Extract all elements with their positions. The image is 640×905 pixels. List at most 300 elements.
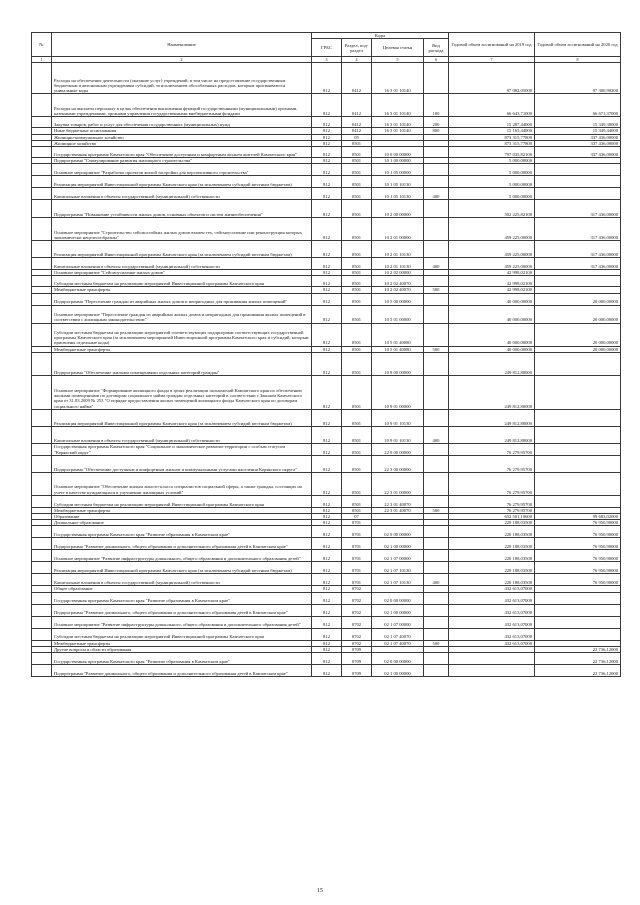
cell-empty — [32, 604, 52, 616]
cell-empty — [32, 323, 52, 346]
cell-razdel: 0501 — [342, 293, 372, 305]
cell-grbs: 812 — [312, 628, 342, 640]
cell-expense-type — [424, 665, 449, 677]
cell-razdel: 0501 — [342, 218, 372, 241]
cell-target-article: 22 3 00 00000 — [372, 455, 424, 472]
table-row — [32, 455, 621, 472]
cell-sum-2020: 317 436,00000 — [535, 258, 621, 270]
cell-name: Субсидии местным бюджетам на реализацию мероприятий Инвестиционной программы Камчатского края — [52, 276, 312, 287]
cell-expense-type — [424, 241, 449, 258]
cell-razdel: 05 — [342, 134, 372, 140]
cell-name: Государственная программа Камчатского края "Развитие образования в Камчатском крае" — [52, 592, 312, 604]
cell-grbs: 812 — [312, 409, 342, 426]
cell-sum-2020 — [535, 443, 621, 455]
cell-expense-type — [424, 323, 449, 346]
cell-sum-2019: 5 000,00000 — [449, 188, 535, 200]
cell-expense-type — [424, 592, 449, 604]
cell-target-article: 10 1 05 00000 — [372, 164, 424, 176]
cell-grbs: 812 — [312, 495, 342, 507]
cell-target-article: 10 2 01 10130 — [372, 241, 424, 258]
cell-target-article: 02 1 07 40070 — [372, 640, 424, 646]
cell-name: Дошкольное образование — [52, 520, 312, 526]
cell-empty — [32, 293, 52, 305]
cell-empty — [32, 574, 52, 586]
cell-grbs: 812 — [312, 218, 342, 241]
cell-sum-2020: 66 671,37000 — [535, 94, 621, 117]
cell-name: Межбюджетные трансферты — [52, 346, 312, 352]
cell-name: Жилищно-коммунальное хозяйство — [52, 134, 312, 140]
cell-name: Основное мероприятие "Обеспечение жилым жилого-класса специалистов социальной сферы, а также граждан, состоящих на учете в качестве нуждающихся в улучшении жилищных условий" — [52, 472, 312, 495]
cell-empty — [32, 628, 52, 640]
cell-expense-type — [424, 375, 449, 409]
cell-target-article: 16 3 01 10140 — [372, 128, 424, 134]
cell-empty — [32, 147, 52, 158]
cell-sum-2019: 42 998,02100 — [449, 270, 535, 276]
cell-sum-2019: 76 279,95700 — [449, 507, 535, 513]
cell-razdel: 0501 — [342, 375, 372, 409]
cell-grbs: 812 — [312, 507, 342, 513]
cell-name: Капитальные вложения в объекты государственной (муниципальной) собственности — [52, 188, 312, 200]
cell-sum-2020: 22 736,12000 — [535, 646, 621, 652]
col-header-codes: Коды — [312, 33, 449, 39]
table-row — [32, 305, 621, 323]
table-row — [32, 200, 621, 218]
cell-razdel: 07 — [342, 514, 372, 520]
cell-grbs: 812 — [312, 526, 342, 538]
cell-sum-2020: 22 736,12000 — [535, 665, 621, 677]
cell-sum-2020 — [535, 628, 621, 640]
cell-razdel: 0701 — [342, 550, 372, 562]
budget-table — [31, 32, 621, 677]
cell-sum-2020 — [535, 455, 621, 472]
cell-sum-2020: 76 950,90000 — [535, 562, 621, 574]
cell-razdel: 0412 — [342, 63, 372, 94]
cell-grbs: 812 — [312, 455, 342, 472]
cell-sum-2019: 220 188,03500 — [449, 574, 535, 586]
cell-sum-2020 — [535, 592, 621, 604]
cell-sum-2020: 20 000,00000 — [535, 293, 621, 305]
cell-name: Иные бюджетные ассигнования — [52, 128, 312, 134]
cell-sum-2020 — [535, 375, 621, 409]
cell-sum-2019: 432 613,07000 — [449, 592, 535, 604]
cell-grbs: 812 — [312, 164, 342, 176]
cell-expense-type: 500 — [424, 640, 449, 646]
cell-sum-2020 — [535, 164, 621, 176]
cell-sum-2019: 432 613,07000 — [449, 586, 535, 592]
cell-sum-2020: 317 436,00000 — [535, 200, 621, 218]
cell-name: Подпрограмма "Переселение граждан из аварийных жилых домов и непригодных для проживания жилых помещений" — [52, 293, 312, 305]
cell-target-article: 16 3 01 10140 — [372, 94, 424, 117]
cell-sum-2019: 432 613,07000 — [449, 640, 535, 646]
table-row — [32, 352, 621, 375]
cell-sum-2019: 220 188,03500 — [449, 520, 535, 526]
cell-grbs: 812 — [312, 538, 342, 550]
cell-name: Межбюджетные трансферты — [52, 640, 312, 646]
cell-sum-2020: 20 000,00000 — [535, 305, 621, 323]
cell-razdel: 0501 — [342, 426, 372, 443]
cell-name: Основное мероприятие "Формирование жилищного фонда в целях реализации полномочий Камчатского края по обеспечению жилыми помещениями по договорам социального найма граждан отдельных категорий в соответствии с Законом Камчатского края от 31.03.2009 № 253 "О порядке предоставления жилых помещений жилищного фонда Камчатского края по договорам социального найма" — [52, 375, 312, 409]
cell-name: Капитальные вложения в объекты государственной (муниципальной) собственности — [52, 426, 312, 443]
col-header-sum-2019: Годовой объем ассигнований на 2019 год — [449, 33, 535, 57]
cell-expense-type: 400 — [424, 426, 449, 443]
cell-target-article: 02 1 00 00000 — [372, 604, 424, 616]
cell-sum-2019: 40 000,00000 — [449, 305, 535, 323]
cell-sum-2019: 873 315,77800 — [449, 140, 535, 146]
cell-expense-type: 100 — [424, 94, 449, 117]
col-header-name: Наименование — [52, 33, 312, 57]
cell-grbs: 812 — [312, 140, 342, 146]
cell-razdel: 0501 — [342, 305, 372, 323]
cell-sum-2019: 797 035,82100 — [449, 147, 535, 158]
cell-grbs: 812 — [312, 287, 342, 293]
cell-name: Другие вопросы в области образования — [52, 646, 312, 652]
cell-name: Субсидии местным бюджетам на реализацию мероприятий соответствующих подпрограмм соответствующих государственной программы Камчатского края (за исключением мероприятий Инвестиционной программы Камчатского края и субсидий, которым присвоены отдельные коды) — [52, 323, 312, 346]
cell-name: Государственная программа Камчатского края "Социальное и экономическое развитие территории с особым статусом "Корякский округ" — [52, 443, 312, 455]
cell-grbs: 812 — [312, 63, 342, 94]
cell-empty — [32, 352, 52, 375]
table-row — [32, 665, 621, 677]
cell-grbs: 812 — [312, 117, 342, 128]
column-index: 6 — [424, 57, 449, 63]
cell-empty — [32, 592, 52, 604]
cell-sum-2019: 432 613,07000 — [449, 604, 535, 616]
cell-name: Расходы на выплаты персоналу в целях обеспечения выполнения функций государственными (муниципальными) органами, казенными учреждениями, органами управления государственными внебюджетными фондами — [52, 94, 312, 117]
cell-target-article: 22 3 01 40070 — [372, 507, 424, 513]
cell-razdel: 0702 — [342, 628, 372, 640]
cell-name: Образование — [52, 514, 312, 520]
cell-expense-type — [424, 276, 449, 287]
cell-sum-2019: 66 643,71000 — [449, 94, 535, 117]
cell-name: Подпрограмма "Развитие дошкольного, общего образования и дополнительного образования детей в Камчатском крае" — [52, 538, 312, 550]
cell-sum-2019: 76 279,95700 — [449, 443, 535, 455]
table-row — [32, 653, 621, 665]
cell-empty — [32, 218, 52, 241]
cell-sum-2020: 20 000,00000 — [535, 346, 621, 352]
cell-sum-2019: 76 279,95700 — [449, 472, 535, 495]
cell-grbs: 812 — [312, 258, 342, 270]
cell-empty — [32, 562, 52, 574]
cell-name: Закупка товаров, работ и услуг для обеспечения государственных (муниципальных) нужд — [52, 117, 312, 128]
cell-razdel: 0501 — [342, 200, 372, 218]
cell-grbs: 812 — [312, 147, 342, 158]
cell-target-article: 10 2 02 00000 — [372, 270, 424, 276]
table-row — [32, 616, 621, 628]
cell-grbs: 812 — [312, 646, 342, 652]
cell-sum-2019 — [449, 665, 535, 677]
cell-target-article: 02 0 00 00000 — [372, 526, 424, 538]
cell-grbs: 812 — [312, 472, 342, 495]
cell-sum-2020: 99 683,02000 — [535, 514, 621, 520]
cell-empty — [32, 241, 52, 258]
cell-expense-type: 500 — [424, 507, 449, 513]
cell-sum-2019 — [449, 653, 535, 665]
cell-grbs: 812 — [312, 176, 342, 188]
col-header-grbs: ГРБС — [312, 39, 342, 57]
cell-empty — [32, 276, 52, 287]
cell-sum-2020: 15 349,38000 — [535, 117, 621, 128]
cell-empty — [32, 550, 52, 562]
cell-sum-2019: 220 188,03500 — [449, 526, 535, 538]
cell-target-article: 02 1 00 00000 — [372, 665, 424, 677]
cell-name: Подпрограмма "Развитие дошкольного, общего образования и дополнительного образования детей в Камчатском крае" — [52, 604, 312, 616]
cell-empty — [32, 375, 52, 409]
cell-name: Подпрограмма "Стимулирование развития жилищного строительства" — [52, 158, 312, 164]
cell-sum-2019: 432 613,07000 — [449, 616, 535, 628]
cell-sum-2020 — [535, 188, 621, 200]
cell-empty — [32, 188, 52, 200]
cell-sum-2020: 20 000,00000 — [535, 323, 621, 346]
cell-razdel: 0702 — [342, 586, 372, 592]
cell-razdel: 0412 — [342, 94, 372, 117]
table-row — [32, 164, 621, 176]
cell-razdel: 0702 — [342, 604, 372, 616]
cell-target-article: 02 1 07 40070 — [372, 628, 424, 640]
cell-sum-2020 — [535, 616, 621, 628]
cell-razdel: 0702 — [342, 640, 372, 646]
cell-empty — [32, 455, 52, 472]
cell-grbs: 812 — [312, 305, 342, 323]
cell-empty — [32, 409, 52, 426]
cell-sum-2020 — [535, 426, 621, 443]
table-row — [32, 574, 621, 586]
cell-sum-2019: 220 188,03500 — [449, 538, 535, 550]
cell-target-article: 02 1 07 00000 — [372, 550, 424, 562]
col-header-number: № — [32, 33, 52, 57]
cell-grbs: 812 — [312, 592, 342, 604]
cell-razdel: 0709 — [342, 646, 372, 652]
cell-expense-type — [424, 472, 449, 495]
cell-empty — [32, 443, 52, 455]
column-index: 8 — [535, 57, 621, 63]
cell-target-article: 22 3 01 40070 — [372, 495, 424, 507]
cell-grbs: 812 — [312, 276, 342, 287]
cell-razdel: 0501 — [342, 158, 372, 164]
cell-empty — [32, 176, 52, 188]
table-row — [32, 117, 621, 128]
cell-empty — [32, 305, 52, 323]
cell-target-article: 10 9 01 10130 — [372, 409, 424, 426]
cell-sum-2020: 76 950,90000 — [535, 538, 621, 550]
cell-name: Капитальные вложения в объекты государственной (муниципальной) собственности — [52, 258, 312, 270]
cell-expense-type: 400 — [424, 188, 449, 200]
cell-empty — [32, 538, 52, 550]
cell-grbs: 812 — [312, 520, 342, 526]
cell-sum-2020 — [535, 409, 621, 426]
cell-target-article: 10 0 00 00000 — [372, 147, 424, 158]
cell-grbs: 812 — [312, 665, 342, 677]
cell-empty — [32, 200, 52, 218]
cell-name: Субсидии местным бюджетам на реализацию мероприятий Инвестиционной программы Камчатского края — [52, 495, 312, 507]
cell-sum-2019: 40 000,00000 — [449, 346, 535, 352]
cell-name: Жилищное хозяйство — [52, 140, 312, 146]
cell-target-article: 10 5 01 00000 — [372, 305, 424, 323]
cell-sum-2019: 459 225,00000 — [449, 241, 535, 258]
cell-target-article: 10 9 01 00000 — [372, 375, 424, 409]
cell-grbs: 812 — [312, 616, 342, 628]
cell-razdel: 0501 — [342, 258, 372, 270]
table-row — [32, 592, 621, 604]
cell-razdel: 0702 — [342, 592, 372, 604]
cell-expense-type — [424, 218, 449, 241]
cell-expense-type — [424, 409, 449, 426]
cell-grbs: 812 — [312, 128, 342, 134]
cell-sum-2019: 5 000,00000 — [449, 158, 535, 164]
cell-grbs: 812 — [312, 94, 342, 117]
cell-name: Капитальные вложения в объекты государственной (муниципальной) собственности — [52, 574, 312, 586]
cell-expense-type — [424, 495, 449, 507]
cell-razdel: 0412 — [342, 117, 372, 128]
cell-grbs: 812 — [312, 514, 342, 520]
cell-razdel: 0501 — [342, 472, 372, 495]
cell-empty — [32, 94, 52, 117]
cell-grbs: 812 — [312, 586, 342, 592]
cell-target-article: 16 3 01 10140 — [372, 117, 424, 128]
cell-sum-2019: 459 225,00000 — [449, 258, 535, 270]
cell-expense-type: 400 — [424, 574, 449, 586]
cell-name: Основное мероприятие "Развитие инфраструктуры дошкольного, общего образования и дополнительного образования детей" — [52, 616, 312, 628]
cell-sum-2019: 76 279,95700 — [449, 495, 535, 507]
cell-name: Подпрограмма "Развитие дошкольного, общего образования и дополнительного образования детей в Камчатском крае" — [52, 665, 312, 677]
table-row — [32, 293, 621, 305]
cell-razdel: 0501 — [342, 176, 372, 188]
cell-target-article: 10 2 02 40070 — [372, 276, 424, 287]
cell-target-article: 22 0 00 00000 — [372, 443, 424, 455]
cell-sum-2019: 249 812,80000 — [449, 375, 535, 409]
column-index: 4 — [342, 57, 372, 63]
cell-razdel: 0701 — [342, 526, 372, 538]
cell-grbs: 812 — [312, 562, 342, 574]
cell-empty — [32, 653, 52, 665]
cell-razdel: 0501 — [342, 241, 372, 258]
cell-sum-2020: 76 950,90000 — [535, 550, 621, 562]
cell-sum-2020 — [535, 495, 621, 507]
cell-sum-2020: 15 349,44000 — [535, 128, 621, 134]
cell-empty — [32, 426, 52, 443]
cell-sum-2019: 76 279,95700 — [449, 455, 535, 472]
table-body — [32, 63, 621, 677]
cell-name: Реализация мероприятий Инвестиционной программы Камчатского края (за исключением субсидий местным бюджетам) — [52, 409, 312, 426]
table-row — [32, 538, 621, 550]
cell-target-article: 10 1 05 10130 — [372, 188, 424, 200]
cell-name: Основное мероприятие "Переселение граждан из аварийных жилых домов и непригодных для проживания жилых помещений в соответствии с жилищным законодательством" — [52, 305, 312, 323]
cell-name: Подпрограмма "Обеспечение жилыми помещениями отдельных категорий граждан" — [52, 352, 312, 375]
cell-empty — [32, 665, 52, 677]
cell-sum-2019: 42 998,02100 — [449, 276, 535, 287]
cell-name: Подпрограмма "Обеспечение доступным и комфортным жильем и коммунальными услугами населения Корякского округа" — [52, 455, 312, 472]
col-header-vr: Вид расхода — [424, 39, 449, 57]
cell-sum-2019: 15 287,44000 — [449, 117, 535, 128]
cell-grbs: 812 — [312, 270, 342, 276]
cell-sum-2019: 249 812,80000 — [449, 409, 535, 426]
cell-grbs: 812 — [312, 134, 342, 140]
cell-expense-type — [424, 293, 449, 305]
cell-razdel: 0412 — [342, 128, 372, 134]
cell-name: Общее образование — [52, 586, 312, 592]
cell-sum-2020 — [535, 472, 621, 495]
cell-expense-type: 800 — [424, 128, 449, 134]
cell-empty — [32, 164, 52, 176]
cell-target-article: 22 3 01 00000 — [372, 472, 424, 495]
cell-target-article: 10 2 01 00000 — [372, 218, 424, 241]
table-row — [32, 63, 621, 94]
cell-razdel: 0501 — [342, 276, 372, 287]
cell-razdel: 0501 — [342, 287, 372, 293]
cell-sum-2019: 15 165,44000 — [449, 128, 535, 134]
cell-expense-type — [424, 562, 449, 574]
cell-empty — [32, 472, 52, 495]
cell-target-article: 10 5 01 40080 — [372, 323, 424, 346]
cell-grbs: 812 — [312, 352, 342, 375]
cell-grbs: 812 — [312, 426, 342, 443]
cell-target-article: 10 5 01 40080 — [372, 346, 424, 352]
cell-sum-2019: 249 812,80000 — [449, 352, 535, 375]
cell-razdel: 0501 — [342, 323, 372, 346]
cell-sum-2020 — [535, 604, 621, 616]
table-row — [32, 562, 621, 574]
cell-target-article: 10 1 05 10130 — [372, 176, 424, 188]
table-row — [32, 218, 621, 241]
cell-sum-2020 — [535, 352, 621, 375]
table-row — [32, 495, 621, 507]
column-index: 2 — [52, 57, 312, 63]
cell-sum-2020 — [535, 176, 621, 188]
cell-name: Государственная программа Камчатского края "Развитие образования в Камчатском крае" — [52, 526, 312, 538]
cell-name: Основное мероприятие "Сейсмоусиление жилых домов" — [52, 270, 312, 276]
cell-expense-type: 200 — [424, 117, 449, 128]
cell-grbs: 812 — [312, 323, 342, 346]
cell-sum-2019: 502 225,82100 — [449, 200, 535, 218]
cell-expense-type — [424, 147, 449, 158]
cell-razdel: 0501 — [342, 147, 372, 158]
cell-grbs: 812 — [312, 574, 342, 586]
table-row — [32, 604, 621, 616]
cell-sum-2020 — [535, 276, 621, 287]
cell-expense-type — [424, 63, 449, 94]
cell-expense-type — [424, 653, 449, 665]
cell-target-article: 10 2 00 00000 — [372, 200, 424, 218]
cell-sum-2019: 40 000,00000 — [449, 323, 535, 346]
table-row — [32, 628, 621, 640]
cell-name: Реализация мероприятий Инвестиционной программы Камчатского края (за исключением субсидий местным бюджетам) — [52, 241, 312, 258]
cell-sum-2020: 22 736,12000 — [535, 653, 621, 665]
cell-razdel: 0501 — [342, 443, 372, 455]
cell-sum-2019: 40 000,00000 — [449, 293, 535, 305]
table-row — [32, 426, 621, 443]
cell-expense-type — [424, 164, 449, 176]
cell-target-article: 02 0 00 00000 — [372, 653, 424, 665]
cell-name: Реализация мероприятий Инвестиционной программы Камчатского края (за исключением субсидий местным бюджетам) — [52, 562, 312, 574]
cell-sum-2019: 42 998,02100 — [449, 287, 535, 293]
cell-name: Реализация мероприятий Инвестиционной программы Камчатского края (за исключением субсидий местным бюджетам) — [52, 176, 312, 188]
cell-name: Субсидии местным бюджетам на реализацию мероприятий Инвестиционной программы Камчатского края — [52, 628, 312, 640]
cell-razdel: 0709 — [342, 653, 372, 665]
cell-expense-type — [424, 526, 449, 538]
budget-document — [31, 32, 620, 677]
table-row — [32, 323, 621, 346]
cell-empty — [32, 495, 52, 507]
cell-expense-type — [424, 176, 449, 188]
col-header-csr: Целевая статья — [372, 39, 424, 57]
cell-sum-2020: 337 436,00000 — [535, 134, 621, 140]
cell-razdel: 0701 — [342, 520, 372, 526]
cell-sum-2020: 317 436,00000 — [535, 241, 621, 258]
cell-sum-2019: 220 188,03500 — [449, 550, 535, 562]
cell-empty — [32, 258, 52, 270]
table-row — [32, 550, 621, 562]
cell-sum-2020: 76 950,90000 — [535, 526, 621, 538]
cell-expense-type: 500 — [424, 346, 449, 352]
cell-target-article: 10 2 02 40070 — [372, 287, 424, 293]
